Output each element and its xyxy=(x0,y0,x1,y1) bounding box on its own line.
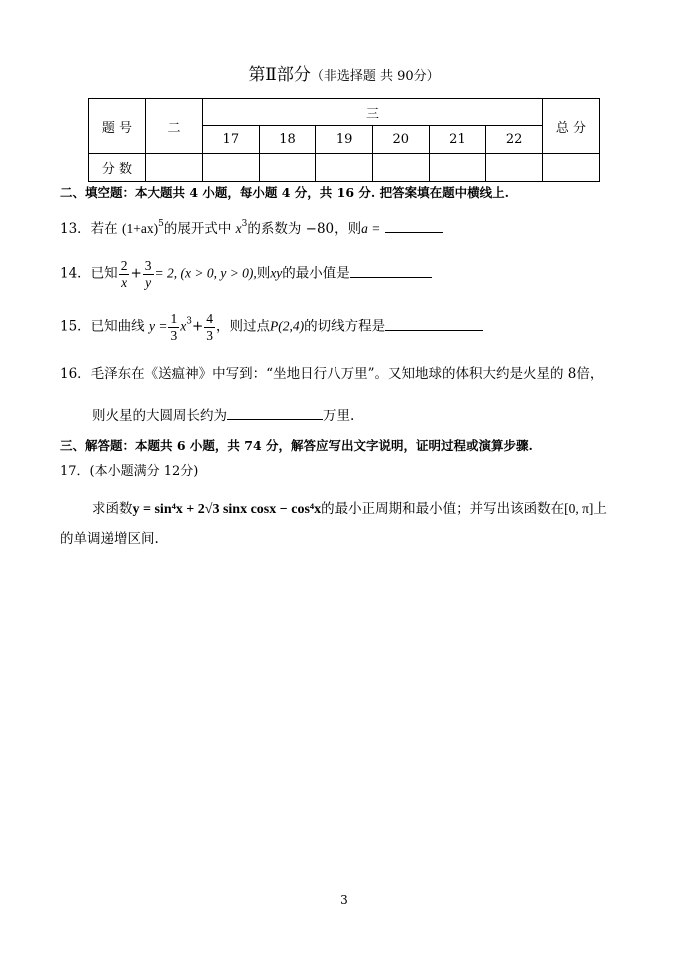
question-15 xyxy=(60,311,483,343)
q13-number: 13．若在 xyxy=(60,221,118,237)
score-cell xyxy=(146,154,203,182)
q17-header: 17．(本小题满分 12分) xyxy=(60,464,199,479)
score-table xyxy=(88,98,600,182)
score-table-sub-col: 18 xyxy=(259,126,316,154)
q13-var-exp: 3 xyxy=(241,219,248,229)
q14-text2: 的最小值是 xyxy=(282,265,350,282)
q14-plus: + xyxy=(130,265,142,282)
q13-exp: 5 xyxy=(158,219,164,229)
q17-interval: [0, π] xyxy=(564,501,594,516)
q16-line2-pre: 则火星的大圆周长约为 xyxy=(92,408,227,424)
question-16-line1: 16．毛泽东在《送瘟神》中写到：“坐地日行八万里”。又知地球的体积大约是火星的 8倍， xyxy=(60,366,604,382)
q16-answer-blank[interactable] xyxy=(227,405,323,420)
score-table-header-label: 题 号 xyxy=(89,99,146,154)
section2-heading: 二、填空题：本大题共 4 小题，每小题 4 分，共 16 分. 把答案填在题中横线上. xyxy=(60,185,509,200)
score-table-total-label: 总 分 xyxy=(543,99,600,154)
q15-number: 15．已知曲线 xyxy=(60,318,145,335)
question-13 xyxy=(60,217,443,237)
q16-line2-post: 万里. xyxy=(323,408,355,424)
q17-formula: y = sin⁴x + 2√3 sinx cosx − cos⁴x xyxy=(132,502,322,517)
q15-term1: x xyxy=(180,318,187,334)
score-table-col-san: 三 xyxy=(203,99,543,126)
q13-answer-blank[interactable] xyxy=(385,218,443,233)
score-cell xyxy=(372,154,429,182)
q15-plus: + xyxy=(191,318,204,335)
section3-heading: 三、解答题：本题共 6 小题，共 74 分，解答应写出文字说明，证明过程或演算步骤. xyxy=(60,438,533,453)
q15-answer-blank[interactable] xyxy=(385,316,483,331)
q15-frac1: $\frac{1}{3}$ xyxy=(170,311,178,343)
q13-expr: (1+ax) xyxy=(121,221,159,236)
score-table-row-label: 分 数 xyxy=(89,154,146,182)
q17-line1 xyxy=(92,497,607,518)
score-cell xyxy=(429,154,486,182)
score-table-sub-col: 17 xyxy=(203,126,260,154)
score-cell xyxy=(486,154,543,182)
q13-target: a = xyxy=(361,221,381,236)
q14-answer-blank[interactable] xyxy=(350,263,432,278)
score-table-sub-col: 19 xyxy=(316,126,373,154)
q14-text: 则 xyxy=(256,265,271,282)
q14-number: 14．已知 xyxy=(60,265,118,282)
q17-line2: 的单调递增区间. xyxy=(60,531,159,547)
score-cell xyxy=(316,154,373,182)
part-title-sub: （非选择题 共 90分） xyxy=(310,69,440,84)
q14-condition: = 2, (x > 0, y > 0), xyxy=(154,265,257,281)
q13-text1: 的展开式中 xyxy=(163,221,232,237)
score-table-sub-col: 20 xyxy=(372,126,429,154)
score-table-col-er: 二 xyxy=(146,99,203,154)
q13-var: x xyxy=(235,221,242,236)
question-16-line2 xyxy=(92,404,354,424)
score-table-sub-col: 22 xyxy=(486,126,543,154)
q17-pre: 求函数 xyxy=(92,501,133,517)
page-number: 3 xyxy=(340,893,348,907)
q17-mid: 的最小正周期和最小值；并写出该函数在 xyxy=(321,501,565,517)
q14-var: xy xyxy=(270,265,283,281)
score-table-sub-col: 21 xyxy=(429,126,486,154)
q15-lhs: y = xyxy=(148,318,168,334)
q15-term1-exp: 3 xyxy=(186,316,192,327)
q15-text1: ，则过点 xyxy=(216,318,271,335)
q15-text2: 的切线方程是 xyxy=(304,318,386,335)
q14-frac1: $\frac{2}{x}$ xyxy=(120,258,128,290)
q15-frac2: $\frac{4}{3}$ xyxy=(206,311,214,343)
score-cell xyxy=(203,154,260,182)
part-title xyxy=(0,60,688,85)
score-cell xyxy=(259,154,316,182)
q15-point: P(2,4) xyxy=(270,318,305,334)
question-14 xyxy=(60,258,432,290)
q14-frac2: $\frac{3}{y}$ xyxy=(144,258,152,290)
q13-text2: 的系数为 −80，则 xyxy=(247,221,362,237)
score-cell xyxy=(543,154,600,182)
part-title-main: 第Ⅱ部分 xyxy=(248,65,311,85)
q17-post: 上 xyxy=(593,501,607,517)
